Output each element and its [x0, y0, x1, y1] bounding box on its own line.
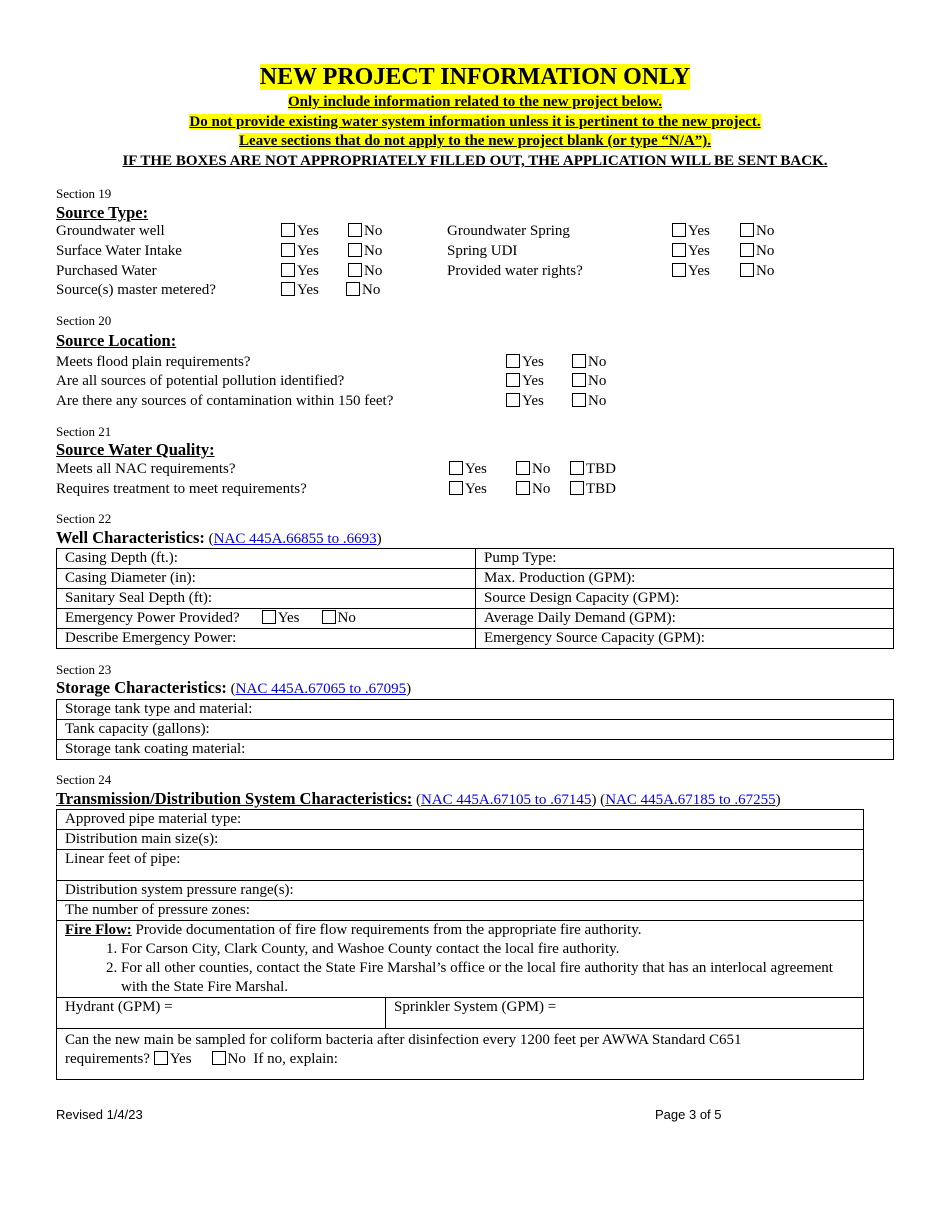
table-row — [57, 810, 864, 830]
contamination-no[interactable]: No — [572, 393, 606, 410]
checkbox[interactable] — [506, 373, 520, 387]
checkbox[interactable] — [506, 393, 520, 407]
instruction-line-3: Leave sections that do not apply to the new project blank (or type “N/A”). — [239, 133, 711, 149]
storage-table — [56, 699, 894, 760]
sampling-yes-checkbox[interactable] — [154, 1051, 168, 1065]
page-number: Page 3 of 5 — [655, 1107, 722, 1122]
table-row — [57, 569, 894, 589]
table-row — [57, 881, 864, 901]
section-24-label: Section 24 — [56, 772, 112, 787]
table-row — [57, 998, 864, 1029]
groundwater-well-yes[interactable]: Yes — [281, 223, 319, 240]
spring-udi-no[interactable]: No — [740, 243, 774, 260]
checkbox[interactable] — [449, 461, 463, 475]
emergency-power-cell[interactable]: Emergency Power Provided? Yes No — [57, 609, 476, 629]
checkbox[interactable] — [740, 243, 754, 257]
master-metered-label: Source(s) master metered? — [56, 282, 216, 298]
pipe-material-cell[interactable]: Approved pipe material type: — [57, 810, 864, 830]
checkbox[interactable] — [570, 461, 584, 475]
table-row — [57, 700, 894, 720]
section-19-label: Section 19 — [56, 186, 112, 201]
treatment-no[interactable]: No — [516, 481, 550, 498]
main-size-cell[interactable]: Distribution main size(s): — [57, 830, 864, 850]
checkbox[interactable] — [449, 481, 463, 495]
water-rights-no[interactable]: No — [740, 263, 774, 280]
distribution-table — [56, 809, 864, 1080]
purchased-water-yes[interactable]: Yes — [281, 263, 319, 280]
section-20-label: Section 20 — [56, 313, 112, 328]
pollution-yes[interactable]: Yes — [506, 373, 544, 390]
emergency-power-no-checkbox[interactable] — [322, 610, 336, 624]
nac-tbd[interactable]: TBD — [570, 461, 616, 478]
checkbox[interactable] — [572, 354, 586, 368]
water-rights-yes[interactable]: Yes — [672, 263, 710, 280]
well-characteristics-heading: Well Characteristics: (NAC 445A.66855 to .6693) — [56, 528, 382, 547]
pressure-zones-cell[interactable]: The number of pressure zones: — [57, 901, 864, 921]
flood-plain-yes[interactable]: Yes — [506, 354, 544, 371]
max-production-cell[interactable]: Max. Production (GPM): — [476, 569, 894, 589]
checkbox[interactable] — [281, 282, 295, 296]
purchased-water-label: Purchased Water — [56, 263, 157, 279]
treatment-tbd[interactable]: TBD — [570, 481, 616, 498]
tank-type-cell[interactable]: Storage tank type and material: — [57, 700, 894, 720]
emergency-capacity-cell[interactable]: Emergency Source Capacity (GPM): — [476, 629, 894, 649]
table-row — [57, 629, 894, 649]
describe-power-cell[interactable]: Describe Emergency Power: — [57, 629, 476, 649]
distribution-title: Transmission/Distribution System Characteristics: — [56, 789, 413, 808]
storage-title: Storage Characteristics: — [56, 678, 227, 697]
checkbox[interactable] — [572, 373, 586, 387]
table-row — [57, 720, 894, 740]
pollution-identified-label: Are all sources of potential pollution identified? — [56, 373, 345, 389]
well-characteristics-table — [56, 548, 894, 649]
groundwater-spring-no[interactable]: No — [740, 223, 774, 240]
checkbox[interactable] — [348, 243, 362, 257]
sampling-no-checkbox[interactable] — [212, 1051, 226, 1065]
table-row — [57, 901, 864, 921]
section-23-label: Section 23 — [56, 662, 112, 677]
contamination-label: Are there any sources of contamination within 150 feet? — [56, 393, 394, 409]
master-metered-yes[interactable]: Yes — [281, 282, 319, 299]
requires-treatment-label: Requires treatment to meet requirements? — [56, 481, 307, 497]
nac-requirements-label: Meets all NAC requirements? — [56, 461, 236, 477]
sanitary-seal-cell[interactable]: Sanitary Seal Depth (ft): — [57, 589, 476, 609]
checkbox[interactable] — [672, 263, 686, 277]
tank-coating-cell[interactable]: Storage tank coating material: — [57, 740, 894, 760]
pump-type-cell[interactable]: Pump Type: — [476, 549, 894, 569]
checkbox[interactable] — [506, 354, 520, 368]
average-demand-cell[interactable]: Average Daily Demand (GPM): — [476, 609, 894, 629]
emergency-power-yes-checkbox[interactable] — [262, 610, 276, 624]
groundwater-spring-yes[interactable]: Yes — [672, 223, 710, 240]
groundwater-well-no[interactable]: No — [348, 223, 382, 240]
master-metered-no[interactable]: No — [346, 282, 380, 299]
spring-udi-yes[interactable]: Yes — [672, 243, 710, 260]
sprinkler-cell[interactable]: Sprinkler System (GPM) = — [386, 998, 864, 1029]
casing-diameter-cell[interactable]: Casing Diameter (in): — [57, 569, 476, 589]
tank-capacity-cell[interactable]: Tank capacity (gallons): — [57, 720, 894, 740]
fire-flow-cell — [57, 921, 864, 998]
instruction-line-1: Only include information related to the new project below. — [287, 94, 662, 110]
spring-udi-label: Spring UDI — [447, 243, 518, 259]
design-capacity-cell[interactable]: Source Design Capacity (GPM): — [476, 589, 894, 609]
instruction-line-2: Do not provide existing water system information unless it is pertinent to the new project. — [189, 114, 761, 130]
nac-distribution-link-1[interactable]: NAC 445A.67105 to .67145 — [421, 792, 592, 808]
fire-flow-label: Fire Flow: — [65, 922, 132, 938]
table-row — [57, 921, 864, 998]
section-21-label: Section 21 — [56, 424, 112, 439]
treatment-yes[interactable]: Yes — [449, 481, 487, 498]
table-row — [57, 740, 894, 760]
pollution-no[interactable]: No — [572, 373, 606, 390]
flood-plain-label: Meets flood plain requirements? — [56, 354, 251, 370]
surface-water-no[interactable]: No — [348, 243, 382, 260]
checkbox[interactable] — [572, 393, 586, 407]
groundwater-spring-label: Groundwater Spring — [447, 223, 570, 239]
sample-line-1: Can the new main be sampled for coliform bacteria after disinfection every 1200 feet per AWWA Standard C651 — [65, 1032, 742, 1048]
nac-yes[interactable]: Yes — [449, 461, 487, 478]
pressure-range-cell[interactable]: Distribution system pressure range(s): — [57, 881, 864, 901]
contamination-yes[interactable]: Yes — [506, 393, 544, 410]
table-row — [57, 549, 894, 569]
source-location-title: Source Location: — [56, 331, 177, 350]
checkbox[interactable] — [740, 263, 754, 277]
checkbox[interactable] — [516, 481, 530, 495]
nac-no[interactable]: No — [516, 461, 550, 478]
fire-flow-text: Provide documentation of fire flow requirements from the appropriate fire authority. — [135, 922, 642, 938]
table-row — [57, 850, 864, 881]
table-row — [57, 589, 894, 609]
revised-date: Revised 1/4/23 — [56, 1107, 143, 1122]
emergency-power-label: Emergency Power Provided? — [65, 610, 240, 626]
warning-line: IF THE BOXES ARE NOT APPROPRIATELY FILLED OUT, THE APPLICATION WILL BE SENT BACK. — [122, 153, 828, 169]
linear-feet-cell[interactable]: Linear feet of pipe: — [57, 850, 864, 881]
nac-well-link[interactable]: NAC 445A.66855 to .6693 — [213, 531, 377, 547]
checkbox[interactable] — [346, 282, 360, 296]
water-rights-label: Provided water rights? — [447, 263, 583, 279]
checkbox[interactable] — [281, 223, 295, 237]
checkbox[interactable] — [348, 263, 362, 277]
coliform-sampling-cell[interactable]: Can the new main be sampled for coliform bacteria after disinfection every 1200 feet per AWWA Standard C651 requirements? Yes No If no, explain: — [57, 1029, 864, 1080]
table-row — [57, 830, 864, 850]
nac-storage-link[interactable]: NAC 445A.67065 to .67095 — [235, 681, 407, 697]
casing-depth-cell[interactable]: Casing Depth (ft.): — [57, 549, 476, 569]
section-22-label: Section 22 — [56, 511, 112, 526]
hydrant-cell[interactable]: Hydrant (GPM) = — [57, 998, 386, 1029]
checkbox[interactable] — [281, 263, 295, 277]
checkbox[interactable] — [672, 223, 686, 237]
surface-water-intake-label: Surface Water Intake — [56, 243, 182, 259]
source-type-title: Source Type: — [56, 203, 149, 222]
flood-plain-no[interactable]: No — [572, 354, 606, 371]
storage-heading: Storage Characteristics: (NAC 445A.67065 to .67095) — [56, 678, 412, 697]
checkbox[interactable] — [570, 481, 584, 495]
nac-distribution-link-2[interactable]: NAC 445A.67185 to .67255 — [605, 792, 776, 808]
checkbox[interactable] — [740, 223, 754, 237]
checkbox[interactable] — [348, 223, 362, 237]
checkbox[interactable] — [281, 243, 295, 257]
groundwater-well-label: Groundwater well — [56, 223, 165, 239]
fire-flow-item: 2. For all other counties, contact the State Fire Marshal’s office or the local fire authority that has an interlocal agreement with the State Fire Marshal. — [121, 959, 855, 997]
well-characteristics-title: Well Characteristics: — [56, 528, 205, 547]
fire-flow-item: 1. For Carson City, Clark County, and Washoe County contact the local fire authority. — [121, 940, 855, 959]
table-row — [57, 1029, 864, 1080]
page-title: NEW PROJECT INFORMATION ONLY — [259, 64, 691, 90]
checkbox[interactable] — [672, 243, 686, 257]
surface-water-yes[interactable]: Yes — [281, 243, 319, 260]
table-row — [57, 609, 894, 629]
purchased-water-no[interactable]: No — [348, 263, 382, 280]
checkbox[interactable] — [516, 461, 530, 475]
source-water-quality-title: Source Water Quality: — [56, 440, 215, 459]
distribution-heading: Transmission/Distribution System Characteristics: (NAC 445A.67105 to .67145) (NAC 445A.67185 to .67255) — [56, 789, 781, 808]
